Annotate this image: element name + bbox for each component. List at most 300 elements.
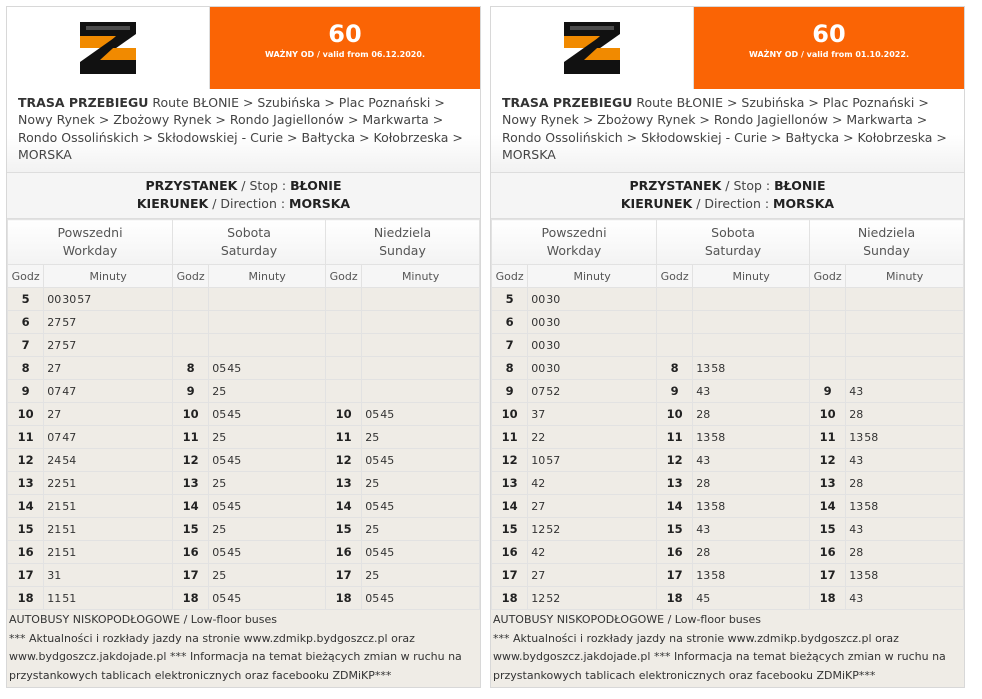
minutes-cell <box>362 380 480 403</box>
hour-cell: 11 <box>492 426 528 449</box>
line-info <box>694 7 964 89</box>
departure-minute: 58 <box>711 430 726 444</box>
day-header <box>173 220 326 265</box>
minutes-cell <box>528 472 657 495</box>
minutes-cell <box>528 288 657 311</box>
hour-cell <box>657 311 693 334</box>
departure-minute: 45 <box>380 407 395 421</box>
hour-cell: 9 <box>173 380 209 403</box>
column-header-row <box>8 265 480 288</box>
hour-cell: 12 <box>657 449 693 472</box>
timetable-panel <box>6 6 481 688</box>
departure-minute: 22 <box>531 430 546 444</box>
hour-column-header: Godz <box>325 265 361 288</box>
departure-table <box>7 219 480 610</box>
minutes-cell <box>362 311 480 334</box>
departure-minute: 24 <box>47 453 62 467</box>
timetable-panel <box>490 6 965 688</box>
minutes-cell <box>693 403 810 426</box>
footer-line: *** Aktualności i rozkłady jazdy na stronie www.zdmikp.bydgoszcz.pl oraz <box>493 631 899 645</box>
minutes-cell <box>362 357 480 380</box>
minutes-cell <box>693 541 810 564</box>
departure-minute: 25 <box>212 476 227 490</box>
minutes-cell <box>693 495 810 518</box>
departure-minute: 51 <box>62 499 77 513</box>
departure-minute: 25 <box>212 568 227 582</box>
departure-minute: 51 <box>62 591 77 605</box>
route-label-pl: TRASA PRZEBIEGU <box>18 95 149 110</box>
departure-minute: 25 <box>365 522 380 536</box>
hour-cell: 10 <box>492 403 528 426</box>
minutes-cell <box>693 380 810 403</box>
table-row <box>8 449 480 472</box>
departure-minute: 30 <box>546 361 561 375</box>
departure-minute: 42 <box>531 476 546 490</box>
minutes-cell <box>693 449 810 472</box>
departure-minute: 05 <box>212 499 227 513</box>
minutes-cell <box>44 449 173 472</box>
hour-column-header: Godz <box>492 265 528 288</box>
minutes-cell <box>846 334 964 357</box>
hour-cell: 10 <box>325 403 361 426</box>
direction-name: MORSKA <box>289 196 351 211</box>
hour-cell: 18 <box>325 587 361 610</box>
departure-minute: 10 <box>531 453 546 467</box>
footer-line: *** Aktualności i rozkłady jazdy na stronie www.zdmikp.bydgoszcz.pl oraz <box>9 631 415 645</box>
departure-minute: 00 <box>531 338 546 352</box>
minutes-cell <box>209 518 326 541</box>
minutes-cell <box>44 288 173 311</box>
hour-cell: 16 <box>8 541 44 564</box>
direction-label-pl: KIERUNEK <box>136 196 209 211</box>
departure-minute: 05 <box>212 361 227 375</box>
table-row <box>492 357 964 380</box>
departure-minute: 57 <box>62 315 77 329</box>
minutes-cell <box>44 564 173 587</box>
table-row <box>492 426 964 449</box>
minutes-cell <box>846 472 964 495</box>
hour-cell: 13 <box>173 472 209 495</box>
minutes-cell <box>362 449 480 472</box>
departure-minute: 42 <box>531 545 546 559</box>
table-row <box>8 403 480 426</box>
day-header <box>492 220 657 265</box>
minutes-cell <box>846 518 964 541</box>
hour-cell: 10 <box>657 403 693 426</box>
hour-cell: 6 <box>8 311 44 334</box>
hour-cell: 9 <box>809 380 845 403</box>
departure-minute: 45 <box>380 453 395 467</box>
minutes-cell <box>362 518 480 541</box>
departure-minute: 21 <box>47 499 62 513</box>
minutes-column-header: Minuty <box>362 265 480 288</box>
hour-cell: 11 <box>8 426 44 449</box>
departure-minute: 45 <box>227 407 242 421</box>
hour-cell: 15 <box>657 518 693 541</box>
hour-cell: 11 <box>325 426 361 449</box>
hour-cell: 16 <box>492 541 528 564</box>
stop-info <box>7 173 480 219</box>
departure-minute: 05 <box>365 545 380 559</box>
day-name-pl: Sobota <box>227 225 271 240</box>
day-name-pl: Powszedni <box>57 225 123 240</box>
hour-cell: 13 <box>809 472 845 495</box>
day-name-en: Saturday <box>704 243 762 258</box>
departure-minute: 11 <box>47 591 62 605</box>
departure-minute: 07 <box>47 384 62 398</box>
minutes-cell <box>528 334 657 357</box>
departure-minute: 52 <box>546 384 561 398</box>
hour-cell <box>809 311 845 334</box>
departure-minute: 25 <box>365 476 380 490</box>
minutes-cell <box>362 541 480 564</box>
hour-column-header: Godz <box>173 265 209 288</box>
line-info <box>210 7 480 89</box>
departure-minute: 28 <box>849 476 864 490</box>
departure-minute: 45 <box>380 499 395 513</box>
hour-cell: 5 <box>492 288 528 311</box>
departure-minute: 28 <box>696 407 711 421</box>
hour-cell: 11 <box>809 426 845 449</box>
minutes-cell <box>528 587 657 610</box>
hour-cell: 14 <box>492 495 528 518</box>
departure-minute: 28 <box>849 407 864 421</box>
departure-minute: 30 <box>62 292 77 306</box>
minutes-cell <box>693 357 810 380</box>
minutes-cell <box>693 334 810 357</box>
departure-minute: 47 <box>62 430 77 444</box>
minutes-cell <box>362 334 480 357</box>
departure-minute: 30 <box>546 315 561 329</box>
departure-minute: 22 <box>47 476 62 490</box>
minutes-cell <box>846 587 964 610</box>
line-number: 60 <box>812 20 846 48</box>
hour-cell: 5 <box>8 288 44 311</box>
hour-cell: 17 <box>492 564 528 587</box>
hour-cell: 13 <box>492 472 528 495</box>
departure-minute: 43 <box>849 453 864 467</box>
timetable-footer <box>7 610 480 687</box>
table-row <box>8 426 480 449</box>
stop-label-pl: PRZYSTANEK <box>145 178 238 193</box>
departure-minute: 27 <box>47 315 62 329</box>
hour-cell <box>325 357 361 380</box>
minutes-cell <box>528 495 657 518</box>
departure-minute: 13 <box>849 568 864 582</box>
departure-minute: 05 <box>365 499 380 513</box>
departure-minute: 47 <box>62 384 77 398</box>
departure-minute: 27 <box>531 568 546 582</box>
hour-cell: 15 <box>492 518 528 541</box>
minutes-cell <box>528 541 657 564</box>
hour-cell: 12 <box>492 449 528 472</box>
hour-cell: 16 <box>325 541 361 564</box>
day-header <box>325 220 479 265</box>
departure-minute: 45 <box>227 361 242 375</box>
stop-label-en: Stop <box>249 178 278 193</box>
hour-cell: 15 <box>325 518 361 541</box>
minutes-cell <box>209 587 326 610</box>
departure-minute: 05 <box>365 591 380 605</box>
departure-minute: 05 <box>365 407 380 421</box>
table-row <box>492 564 964 587</box>
departure-minute: 30 <box>546 338 561 352</box>
hour-cell: 15 <box>8 518 44 541</box>
minutes-cell <box>846 426 964 449</box>
direction-line: KIERUNEK / Direction : MORSKA <box>620 196 835 211</box>
departure-minute: 57 <box>62 338 77 352</box>
hour-cell: 13 <box>325 472 361 495</box>
minutes-cell <box>44 518 173 541</box>
table-row <box>492 541 964 564</box>
table-row <box>492 587 964 610</box>
minutes-column-header: Minuty <box>209 265 326 288</box>
route-description <box>491 89 964 173</box>
hour-cell: 11 <box>657 426 693 449</box>
hour-cell: 9 <box>8 380 44 403</box>
stop-line: PRZYSTANEK / Stop : BŁONIE <box>629 178 826 193</box>
departure-minute: 31 <box>47 568 62 582</box>
stop-name: BŁONIE <box>774 178 826 193</box>
departure-minute: 58 <box>711 568 726 582</box>
minutes-cell <box>693 587 810 610</box>
departure-minute: 00 <box>531 315 546 329</box>
timetable-header <box>491 7 964 89</box>
departure-minute: 57 <box>77 292 92 306</box>
table-row <box>8 311 480 334</box>
minutes-cell <box>528 403 657 426</box>
departure-minute: 45 <box>227 499 242 513</box>
departure-minute: 51 <box>62 545 77 559</box>
hour-cell: 18 <box>809 587 845 610</box>
hour-cell <box>809 357 845 380</box>
departure-minute: 54 <box>62 453 77 467</box>
hour-cell: 12 <box>8 449 44 472</box>
route-label-pl: TRASA PRZEBIEGU <box>502 95 633 110</box>
direction-name: MORSKA <box>773 196 835 211</box>
day-header <box>809 220 963 265</box>
departure-minute: 13 <box>696 430 711 444</box>
departure-minute: 05 <box>212 407 227 421</box>
timetable-header <box>7 7 480 89</box>
minutes-cell <box>362 426 480 449</box>
minutes-cell <box>209 380 326 403</box>
departure-minute: 58 <box>711 499 726 513</box>
table-row <box>8 564 480 587</box>
footer-line: AUTOBUSY NISKOPODŁOGOWE / Low-floor buses <box>493 613 762 626</box>
departure-minute: 58 <box>864 430 879 444</box>
minutes-cell <box>846 449 964 472</box>
departure-minute: 05 <box>212 545 227 559</box>
hour-cell: 8 <box>657 357 693 380</box>
minutes-cell <box>44 334 173 357</box>
hour-cell: 14 <box>173 495 209 518</box>
minutes-cell <box>693 472 810 495</box>
day-header-row <box>8 220 480 265</box>
departure-minute: 12 <box>531 591 546 605</box>
departure-minute: 07 <box>47 430 62 444</box>
departure-minute: 28 <box>696 545 711 559</box>
minutes-cell <box>209 311 326 334</box>
minutes-cell <box>209 288 326 311</box>
hour-cell: 18 <box>8 587 44 610</box>
departure-minute: 27 <box>47 407 62 421</box>
departure-minute: 58 <box>864 568 879 582</box>
hour-cell: 8 <box>173 357 209 380</box>
hour-cell <box>325 288 361 311</box>
minutes-cell <box>209 334 326 357</box>
hour-cell: 13 <box>8 472 44 495</box>
day-name-pl: Powszedni <box>541 225 607 240</box>
valid-from: WAŻNY OD / valid from 06.12.2020. <box>265 50 425 59</box>
hour-cell: 12 <box>809 449 845 472</box>
minutes-cell <box>846 541 964 564</box>
hour-cell: 14 <box>657 495 693 518</box>
minutes-cell <box>209 403 326 426</box>
hour-cell <box>809 288 845 311</box>
table-row <box>492 449 964 472</box>
direction-label-en: Direction <box>220 196 277 211</box>
departure-minute: 52 <box>546 522 561 536</box>
table-row <box>8 380 480 403</box>
minutes-cell <box>44 587 173 610</box>
departure-minute: 52 <box>546 591 561 605</box>
day-name-pl: Niedziela <box>857 225 916 240</box>
minutes-cell <box>44 403 173 426</box>
minutes-cell <box>528 449 657 472</box>
hour-cell: 18 <box>173 587 209 610</box>
hour-cell: 12 <box>325 449 361 472</box>
table-row <box>8 518 480 541</box>
minutes-cell <box>44 311 173 334</box>
departure-minute: 27 <box>531 499 546 513</box>
day-name-en: Workday <box>62 243 118 258</box>
departure-minute: 43 <box>849 591 864 605</box>
day-name-pl: Niedziela <box>373 225 432 240</box>
stop-label-pl: PRZYSTANEK <box>629 178 722 193</box>
departure-minute: 30 <box>546 292 561 306</box>
hour-cell: 15 <box>173 518 209 541</box>
table-row <box>492 288 964 311</box>
minutes-column-header: Minuty <box>528 265 657 288</box>
route-stops: BŁONIE > Szubińska > Plac Poznański > Nowy Rynek > Zbożowy Rynek > Rondo Jagiellonów > Markwarta > Rondo Ossolińskich > Skłodowskiej - Curie > Bałtycka > Kołobrzeska > MORSKA <box>502 95 947 162</box>
departure-minute: 27 <box>47 338 62 352</box>
departure-minute: 45 <box>227 545 242 559</box>
hour-cell: 6 <box>492 311 528 334</box>
minutes-cell <box>44 472 173 495</box>
departure-minute: 58 <box>864 499 879 513</box>
departure-minute: 00 <box>531 361 546 375</box>
departure-minute: 05 <box>212 591 227 605</box>
stop-name: BŁONIE <box>290 178 342 193</box>
departure-minute: 13 <box>696 361 711 375</box>
minutes-cell <box>362 472 480 495</box>
footer-line: www.bydgoszcz.jakdojade.pl *** Informacja na temat bieżących zmian w ruchu na <box>9 650 462 663</box>
footer-line: www.bydgoszcz.jakdojade.pl *** Informacja na temat bieżących zmian w ruchu na <box>493 650 946 663</box>
route-stops: BŁONIE > Szubińska > Plac Poznański > Nowy Rynek > Zbożowy Rynek > Rondo Jagiellonów > Markwarta > Rondo Ossolińskich > Skłodowskiej - Curie > Bałtycka > Kołobrzeska > MORSKA <box>18 95 463 162</box>
table-row <box>8 334 480 357</box>
table-row <box>492 403 964 426</box>
hour-cell <box>657 334 693 357</box>
minutes-cell <box>209 449 326 472</box>
minutes-cell <box>846 564 964 587</box>
departure-minute: 25 <box>365 568 380 582</box>
stop-line: PRZYSTANEK / Stop : BŁONIE <box>145 178 342 193</box>
timetable-footer <box>491 610 964 687</box>
departure-minute: 43 <box>849 384 864 398</box>
direction-label-pl: KIERUNEK <box>620 196 693 211</box>
departure-minute: 37 <box>531 407 546 421</box>
table-row <box>492 311 964 334</box>
table-row <box>492 518 964 541</box>
departure-minute: 28 <box>849 545 864 559</box>
hour-cell: 8 <box>492 357 528 380</box>
departure-minute: 27 <box>47 361 62 375</box>
hour-cell: 17 <box>325 564 361 587</box>
hour-cell: 10 <box>173 403 209 426</box>
minutes-cell <box>362 587 480 610</box>
departure-minute: 25 <box>212 430 227 444</box>
minutes-column-header: Minuty <box>44 265 173 288</box>
departure-minute: 13 <box>849 499 864 513</box>
hour-cell: 16 <box>657 541 693 564</box>
hour-cell: 12 <box>173 449 209 472</box>
stop-info <box>491 173 964 219</box>
departure-minute: 25 <box>212 384 227 398</box>
table-row <box>8 288 480 311</box>
minutes-cell <box>693 426 810 449</box>
hour-cell <box>809 334 845 357</box>
hour-cell <box>173 311 209 334</box>
minutes-cell <box>528 518 657 541</box>
table-row <box>492 472 964 495</box>
logo <box>491 7 694 89</box>
departure-minute: 43 <box>696 384 711 398</box>
departure-minute: 13 <box>696 499 711 513</box>
departure-minute: 51 <box>62 476 77 490</box>
table-row <box>492 334 964 357</box>
hour-cell <box>325 380 361 403</box>
table-row <box>8 472 480 495</box>
departure-minute: 25 <box>365 430 380 444</box>
route-label-en: Route <box>152 95 189 110</box>
departure-minute: 43 <box>696 522 711 536</box>
day-name-pl: Sobota <box>711 225 755 240</box>
minutes-cell <box>693 564 810 587</box>
minutes-cell <box>209 564 326 587</box>
minutes-cell <box>846 288 964 311</box>
hour-cell: 14 <box>8 495 44 518</box>
hour-cell: 9 <box>492 380 528 403</box>
hour-cell: 16 <box>173 541 209 564</box>
departure-minute: 45 <box>227 591 242 605</box>
minutes-cell <box>362 403 480 426</box>
hour-column-header: Godz <box>657 265 693 288</box>
route-description <box>7 89 480 173</box>
hour-cell: 18 <box>492 587 528 610</box>
hour-cell: 7 <box>492 334 528 357</box>
departure-minute: 07 <box>531 384 546 398</box>
hour-cell: 8 <box>8 357 44 380</box>
departure-minute: 21 <box>47 545 62 559</box>
minutes-cell <box>528 380 657 403</box>
departure-minute: 43 <box>696 453 711 467</box>
minutes-column-header: Minuty <box>846 265 964 288</box>
minutes-cell <box>362 288 480 311</box>
departure-minute: 45 <box>380 545 395 559</box>
departure-minute: 21 <box>47 522 62 536</box>
minutes-cell <box>44 426 173 449</box>
